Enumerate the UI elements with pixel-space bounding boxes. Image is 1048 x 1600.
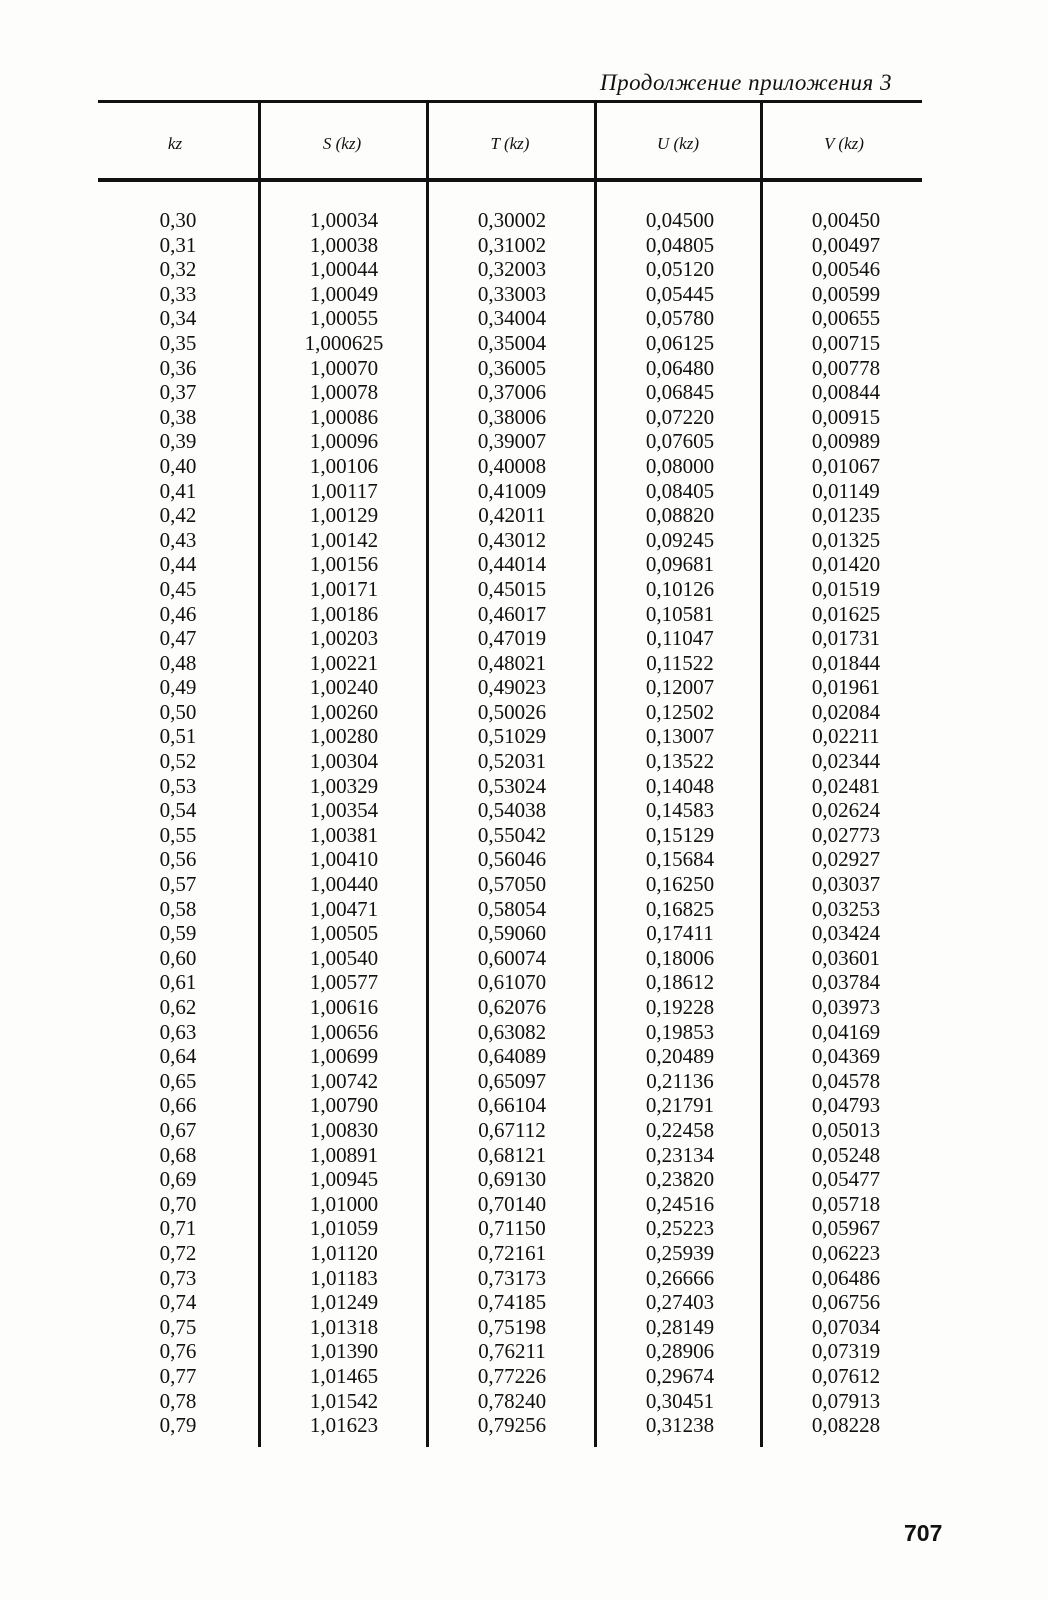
table-cell-u: 0,25223	[645, 1216, 715, 1241]
table-cell-kz: 0,34	[159, 306, 197, 331]
page-number: 707	[904, 1520, 943, 1546]
table-cell-v: 0,00599	[811, 281, 881, 306]
column-u	[600, 208, 760, 1438]
table-cell-s: 1,00891	[309, 1142, 379, 1167]
table-cell-t: 0,53024	[477, 773, 547, 798]
table-cell-u: 0,04805	[645, 232, 715, 257]
column-kz	[98, 208, 258, 1438]
table-cell-u: 0,18612	[645, 970, 715, 995]
table-cell-t: 0,31002	[477, 232, 547, 257]
table-cell-kz: 0,67	[159, 1117, 197, 1142]
table-cell-t: 0,52031	[477, 749, 547, 774]
table-cell-t: 0,55042	[477, 822, 547, 847]
table-cell-v: 0,00655	[811, 306, 881, 331]
table-cell-v: 0,01844	[811, 650, 881, 675]
table-cell-t: 0,60074	[477, 945, 547, 970]
table-cell-v: 0,08228	[811, 1413, 881, 1438]
table-cell-v: 0,03037	[811, 872, 881, 897]
table-cell-s: 1,00055	[309, 306, 379, 331]
table-cell-kz: 0,31	[159, 232, 197, 257]
table-cell-s: 1,00742	[309, 1068, 379, 1093]
column-header-kz: kz	[167, 134, 183, 153]
table-cell-t: 0,67112	[478, 1117, 546, 1142]
column-v	[766, 208, 926, 1438]
table-cell-kz: 0,52	[159, 749, 197, 774]
table-cell-s: 1,00240	[309, 675, 379, 700]
table-cell-kz: 0,69	[159, 1167, 197, 1192]
table-cell-u: 0,05120	[645, 257, 715, 282]
table-cell-kz: 0,49	[159, 675, 197, 700]
table-cell-v: 0,02773	[811, 822, 881, 847]
table-cell-kz: 0,41	[159, 478, 197, 503]
table-cell-v: 0,00450	[811, 208, 881, 232]
table-cell-u: 0,26666	[645, 1265, 715, 1290]
table-cell-s: 1,00203	[309, 626, 379, 651]
table-cell-kz: 0,77	[159, 1363, 197, 1388]
table-cell-u: 0,29674	[645, 1363, 715, 1388]
table-cell-v: 0,06756	[811, 1290, 881, 1315]
table-cell-kz: 0,59	[159, 921, 197, 946]
table-cell-kz: 0,64	[159, 1044, 197, 1069]
table-cell-kz: 0,55	[159, 822, 197, 847]
table-cell-t: 0,37006	[477, 380, 547, 405]
table-cell-v: 0,07913	[811, 1388, 881, 1413]
table-cell-kz: 0,38	[159, 404, 197, 429]
column-divider	[426, 102, 429, 1447]
column-divider	[760, 102, 763, 1447]
table-cell-s: 1,00656	[309, 1019, 379, 1044]
table-cell-u: 0,22458	[645, 1117, 715, 1142]
table-cell-t: 0,64089	[477, 1044, 547, 1069]
table-cell-kz: 0,51	[159, 724, 197, 749]
table-cell-s: 1,00156	[309, 552, 379, 577]
table-cell-v: 0,06486	[811, 1265, 881, 1290]
table-cell-s: 1,01318	[309, 1314, 379, 1339]
table-cell-v: 0,03601	[811, 945, 881, 970]
table-cell-t: 0,62076	[477, 995, 547, 1019]
column-header-v: V (kz)	[824, 134, 864, 153]
table-cell-u: 0,07220	[645, 404, 715, 429]
table-cell-kz: 0,79	[159, 1413, 197, 1438]
table-cell-u: 0,14583	[645, 798, 715, 823]
table-cell-v: 0,01325	[811, 527, 881, 552]
table-cell-v: 0,04793	[811, 1093, 881, 1118]
table-cell-v: 0,07612	[811, 1363, 881, 1388]
table-cell-v: 0,03424	[811, 921, 881, 946]
table-cell-u: 0,10126	[645, 576, 715, 601]
table-cell-t: 0,68121	[477, 1142, 547, 1167]
table-cell-s: 1,00096	[309, 429, 379, 454]
table-cell-s: 1,00790	[309, 1093, 379, 1118]
table-cell-t: 0,40008	[477, 453, 547, 478]
table-cell-s: 1,00117	[310, 478, 378, 503]
table-cell-u: 0,11522	[646, 650, 714, 675]
table-cell-kz: 0,70	[159, 1191, 197, 1216]
table-cell-s: 1,00129	[309, 503, 379, 528]
table-cell-v: 0,00844	[811, 380, 881, 405]
continuation-note: Продолжение приложения 3	[600, 70, 892, 95]
table-cell-s: 1,00034	[309, 208, 379, 232]
table-cell-t: 0,47019	[477, 626, 547, 651]
table-cell-kz: 0,50	[159, 699, 197, 724]
table-cell-u: 0,06125	[645, 330, 715, 355]
table-cell-s: 1,00354	[309, 798, 379, 823]
table-cell-u: 0,30451	[645, 1388, 715, 1413]
table-cell-t: 0,34004	[477, 306, 547, 331]
table-cell-v: 0,00778	[811, 355, 881, 380]
table-cell-kz: 0,45	[159, 576, 197, 601]
table-cell-u: 0,12007	[645, 675, 715, 700]
table-cell-u: 0,21136	[646, 1068, 714, 1093]
table-cell-u: 0,20489	[645, 1044, 715, 1069]
table-cell-t: 0,74185	[477, 1290, 547, 1315]
table-cell-u: 0,27403	[645, 1290, 715, 1315]
table-cell-t: 0,36005	[477, 355, 547, 380]
table-cell-u: 0,21791	[645, 1093, 715, 1118]
table-cell-kz: 0,68	[159, 1142, 197, 1167]
table-cell-kz: 0,76	[159, 1339, 197, 1364]
table-cell-t: 0,56046	[477, 847, 547, 872]
table-cell-u: 0,17411	[646, 921, 714, 946]
column-header-u: U (kz)	[656, 134, 699, 153]
table-cell-v: 0,07319	[811, 1339, 881, 1364]
table-cell-v: 0,01067	[811, 453, 881, 478]
table-cell-s: 1,00221	[309, 650, 379, 675]
table-cell-u: 0,18006	[645, 945, 715, 970]
table-cell-v: 0,02344	[811, 749, 881, 774]
table-cell-s: 1,00616	[309, 995, 379, 1019]
table-cell-u: 0,13522	[645, 749, 715, 774]
table-cell-t: 0,30002	[477, 208, 547, 232]
table-cell-v: 0,04169	[811, 1019, 881, 1044]
table-cell-kz: 0,57	[159, 872, 197, 897]
table-cell-t: 0,32003	[477, 257, 547, 282]
table-cell-u: 0,09245	[645, 527, 715, 552]
table-cell-t: 0,46017	[477, 601, 547, 626]
table-cell-u: 0,28906	[645, 1339, 715, 1364]
table-cell-s: 1,01623	[309, 1413, 379, 1438]
table-cell-kz: 0,43	[159, 527, 197, 552]
table-cell-u: 0,10581	[645, 601, 715, 626]
table-cell-u: 0,08000	[645, 453, 715, 478]
table-cell-u: 0,05445	[645, 281, 715, 306]
table-cell-s: 1,00329	[309, 773, 379, 798]
table-cell-s: 1,00171	[309, 576, 379, 601]
table-cell-u: 0,12502	[645, 699, 715, 724]
table-cell-t: 0,73173	[477, 1265, 547, 1290]
table-cell-u: 0,11047	[646, 626, 714, 651]
table-cell-t: 0,71150	[478, 1216, 546, 1241]
column-t	[432, 208, 592, 1438]
table-cell-t: 0,42011	[478, 503, 546, 528]
table-cell-v: 0,00497	[811, 232, 881, 257]
table-cell-kz: 0,39	[159, 429, 197, 454]
column-divider	[594, 102, 597, 1447]
table-cell-s: 1,00471	[309, 896, 379, 921]
table-cell-v: 0,01731	[811, 626, 881, 651]
table-cell-u: 0,06480	[645, 355, 715, 380]
table-cell-kz: 0,36	[159, 355, 197, 380]
table-cell-s: 1,00830	[309, 1117, 379, 1142]
table-cell-s: 1,00280	[309, 724, 379, 749]
table-cell-t: 0,59060	[477, 921, 547, 946]
table-header-rule	[98, 178, 922, 182]
table-cell-v: 0,00915	[811, 404, 881, 429]
table-cell-v: 0,04578	[811, 1068, 881, 1093]
table-cell-t: 0,39007	[477, 429, 547, 454]
table-cell-s: 1,01390	[309, 1339, 379, 1364]
table-cell-u: 0,16825	[645, 896, 715, 921]
table-cell-s: 1,01465	[309, 1363, 379, 1388]
table-cell-s: 1,000625	[304, 330, 384, 355]
table-cell-s: 1,00304	[309, 749, 379, 774]
table-cell-t: 0,79256	[477, 1413, 547, 1438]
table-cell-v: 0,00989	[811, 429, 881, 454]
table-cell-s: 1,00410	[309, 847, 379, 872]
table-cell-u: 0,09681	[645, 552, 715, 577]
table-cell-u: 0,07605	[645, 429, 715, 454]
table-cell-t: 0,35004	[477, 330, 547, 355]
table-cell-s: 1,00440	[309, 872, 379, 897]
table-cell-v: 0,00546	[811, 257, 881, 282]
table-cell-v: 0,03784	[811, 970, 881, 995]
table-cell-t: 0,61070	[477, 970, 547, 995]
table-cell-v: 0,01149	[812, 478, 880, 503]
table-cell-v: 0,05718	[811, 1191, 881, 1216]
table-cell-kz: 0,46	[159, 601, 197, 626]
column-header-t: T (kz)	[490, 134, 530, 153]
table-cell-kz: 0,48	[159, 650, 197, 675]
table-cell-v: 0,04369	[811, 1044, 881, 1069]
table-cell-s: 1,00186	[309, 601, 379, 626]
table-cell-kz: 0,56	[159, 847, 197, 872]
table-cell-v: 0,02211	[812, 724, 880, 749]
table-cell-u: 0,05780	[645, 306, 715, 331]
table-cell-s: 1,01183	[310, 1265, 378, 1290]
table-cell-s: 1,00577	[309, 970, 379, 995]
table-cell-u: 0,28149	[645, 1314, 715, 1339]
table-cell-kz: 0,32	[159, 257, 197, 282]
table-cell-v: 0,06223	[811, 1240, 881, 1265]
table-cell-t: 0,65097	[477, 1068, 547, 1093]
table-cell-v: 0,02927	[811, 847, 881, 872]
table-cell-u: 0,06845	[645, 380, 715, 405]
table-cell-s: 1,00106	[309, 453, 379, 478]
column-s	[264, 208, 424, 1438]
table-cell-u: 0,31238	[645, 1413, 715, 1438]
table-cell-t: 0,63082	[477, 1019, 547, 1044]
table-cell-kz: 0,47	[159, 626, 197, 651]
column-header-s: S (kz)	[322, 134, 362, 153]
table-cell-u: 0,08405	[645, 478, 715, 503]
table-cell-s: 1,01000	[309, 1191, 379, 1216]
table-cell-t: 0,75198	[477, 1314, 547, 1339]
table-cell-s: 1,00260	[309, 699, 379, 724]
table-cell-v: 0,05013	[811, 1117, 881, 1142]
table-cell-s: 1,01249	[309, 1290, 379, 1315]
table-cell-u: 0,04500	[645, 208, 715, 232]
table-cell-t: 0,66104	[477, 1093, 547, 1118]
table-cell-s: 1,01120	[310, 1240, 378, 1265]
table-cell-u: 0,15129	[645, 822, 715, 847]
table-cell-u: 0,19228	[645, 995, 715, 1019]
table-cell-kz: 0,53	[159, 773, 197, 798]
table-cell-t: 0,51029	[477, 724, 547, 749]
table-cell-t: 0,48021	[477, 650, 547, 675]
table-cell-kz: 0,40	[159, 453, 197, 478]
table-cell-s: 1,00070	[309, 355, 379, 380]
table-cell-v: 0,05248	[811, 1142, 881, 1167]
table-cell-t: 0,41009	[477, 478, 547, 503]
table-cell-s: 1,00038	[309, 232, 379, 257]
table-cell-v: 0,02624	[811, 798, 881, 823]
table-cell-v: 0,01519	[811, 576, 881, 601]
table-cell-s: 1,00049	[309, 281, 379, 306]
table-cell-kz: 0,58	[159, 896, 197, 921]
table-cell-u: 0,08820	[645, 503, 715, 528]
table-cell-t: 0,49023	[477, 675, 547, 700]
table-top-rule	[98, 100, 922, 103]
table-cell-t: 0,43012	[477, 527, 547, 552]
table-cell-t: 0,69130	[477, 1167, 547, 1192]
table-cell-t: 0,50026	[477, 699, 547, 724]
table-cell-v: 0,01625	[811, 601, 881, 626]
table-cell-u: 0,16250	[645, 872, 715, 897]
table-cell-s: 1,00142	[309, 527, 379, 552]
table-cell-s: 1,00086	[309, 404, 379, 429]
table-cell-kz: 0,54	[159, 798, 197, 823]
table-cell-u: 0,15684	[645, 847, 715, 872]
table-cell-t: 0,70140	[477, 1191, 547, 1216]
table-cell-kz: 0,65	[159, 1068, 197, 1093]
table-cell-kz: 0,60	[159, 945, 197, 970]
table-cell-kz: 0,44	[159, 552, 197, 577]
table-cell-v: 0,01420	[811, 552, 881, 577]
table-cell-v: 0,05477	[811, 1167, 881, 1192]
column-divider	[258, 102, 261, 1447]
table-cell-v: 0,05967	[811, 1216, 881, 1241]
table-cell-u: 0,24516	[645, 1191, 715, 1216]
table-cell-s: 1,00381	[309, 822, 379, 847]
table-cell-t: 0,45015	[477, 576, 547, 601]
table-cell-s: 1,00044	[309, 257, 379, 282]
table-cell-kz: 0,33	[159, 281, 197, 306]
table-cell-v: 0,00715	[811, 330, 881, 355]
table-cell-u: 0,23134	[645, 1142, 715, 1167]
table-cell-t: 0,57050	[477, 872, 547, 897]
table-cell-s: 1,00699	[309, 1044, 379, 1069]
table-cell-s: 1,00505	[309, 921, 379, 946]
table-cell-kz: 0,63	[159, 1019, 197, 1044]
table-cell-kz: 0,61	[159, 970, 197, 995]
table-cell-u: 0,14048	[645, 773, 715, 798]
table-cell-u: 0,25939	[645, 1240, 715, 1265]
table-cell-t: 0,72161	[477, 1240, 547, 1265]
table-cell-t: 0,77226	[477, 1363, 547, 1388]
table-cell-kz: 0,42	[159, 503, 197, 528]
table-cell-t: 0,78240	[477, 1388, 547, 1413]
table-cell-v: 0,02084	[811, 699, 881, 724]
table-cell-s: 1,01059	[309, 1216, 379, 1241]
table-cell-kz: 0,71	[159, 1216, 197, 1241]
table-cell-kz: 0,66	[159, 1093, 197, 1118]
table-cell-kz: 0,73	[159, 1265, 197, 1290]
table-cell-kz: 0,78	[159, 1388, 197, 1413]
table-cell-v: 0,02481	[811, 773, 881, 798]
table-cell-kz: 0,30	[159, 208, 197, 232]
table-cell-t: 0,76211	[478, 1339, 546, 1364]
table-cell-v: 0,07034	[811, 1314, 881, 1339]
table-cell-t: 0,58054	[477, 896, 547, 921]
table-cell-kz: 0,62	[159, 995, 197, 1019]
table-cell-s: 1,00078	[309, 380, 379, 405]
table-cell-u: 0,13007	[645, 724, 715, 749]
table-cell-s: 1,01542	[309, 1388, 379, 1413]
table-cell-v: 0,01961	[811, 675, 881, 700]
table-cell-kz: 0,75	[159, 1314, 197, 1339]
table-cell-kz: 0,72	[159, 1240, 197, 1265]
table-cell-u: 0,23820	[645, 1167, 715, 1192]
table-cell-t: 0,44014	[477, 552, 547, 577]
table-cell-t: 0,54038	[477, 798, 547, 823]
table-cell-kz: 0,74	[159, 1290, 197, 1315]
table-cell-kz: 0,37	[159, 380, 197, 405]
table-cell-u: 0,19853	[645, 1019, 715, 1044]
table-cell-v: 0,03973	[811, 995, 881, 1019]
table-cell-s: 1,00945	[309, 1167, 379, 1192]
table-cell-v: 0,01235	[811, 503, 881, 528]
table-cell-kz: 0,35	[159, 330, 197, 355]
table-cell-s: 1,00540	[309, 945, 379, 970]
table-cell-t: 0,33003	[477, 281, 547, 306]
table-cell-v: 0,03253	[811, 896, 881, 921]
table-cell-t: 0,38006	[477, 404, 547, 429]
